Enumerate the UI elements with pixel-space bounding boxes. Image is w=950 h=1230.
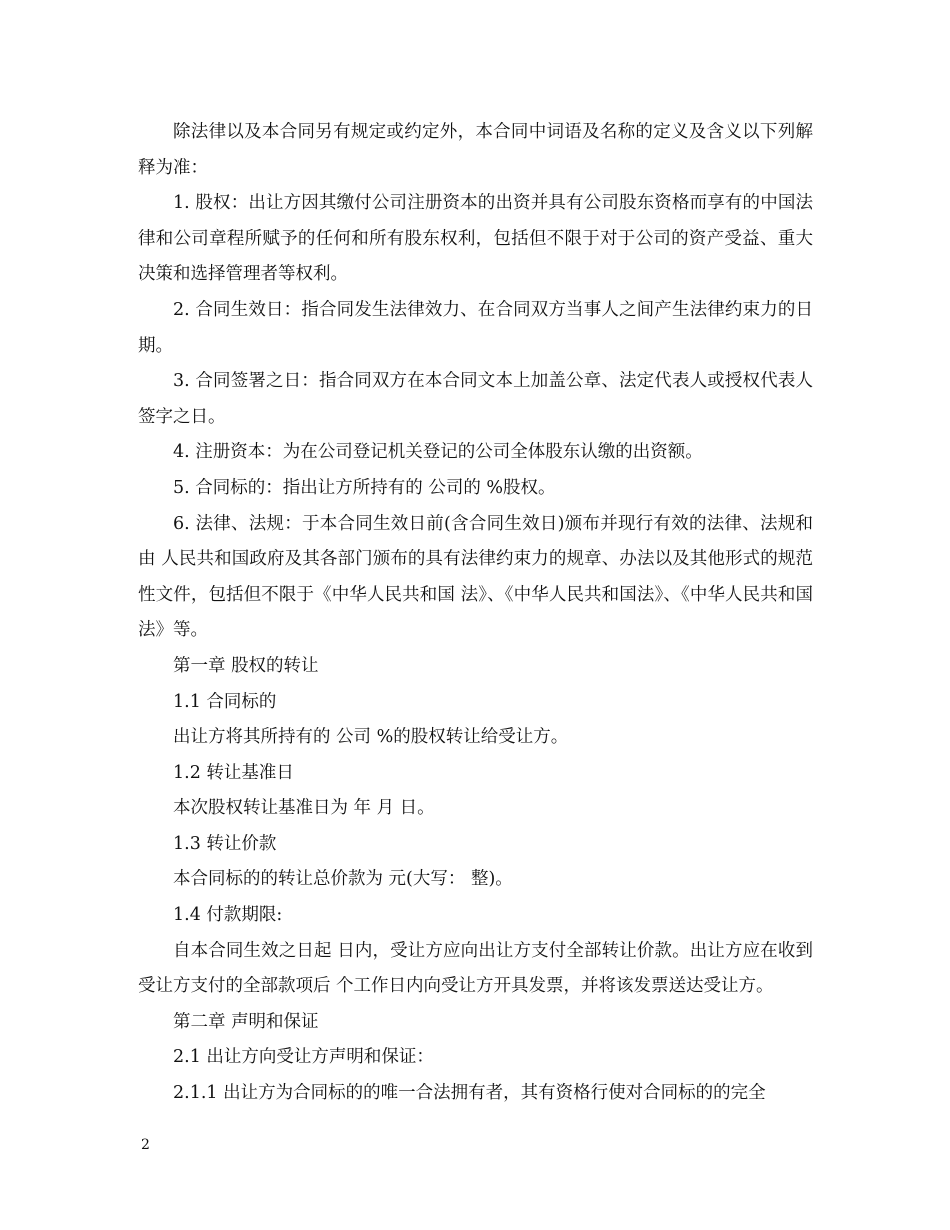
section-1-3-heading: 1.3 转让价款 [173,833,277,854]
document-body [138,115,813,1112]
definition-registered-capital: 4. 注册资本：为在公司登记机关登记的公司全体股东认缴的出资额。 [173,442,703,463]
section-1-3-text: 本合同标的的转让总价款为 元(大写： 整)。 [173,869,513,890]
definition-effective-date: 2. 合同生效日：指合同发生法律效力、在合同双方当事人之间产生法律约束力的日期。 [138,299,813,356]
section-2-1-1-text: 2.1.1 出让方为合同标的的唯一合法拥有者，其有资格行使对合同标的的完全 [173,1083,766,1104]
section-1-1-text: 出让方将其所持有的 公司 %的股权转让给受让方。 [173,727,569,748]
chapter-2-heading: 第二章 声明和保证 [173,1011,319,1032]
section-1-4-text: 自本合同生效之日起 日内，受让方应向出让方支付全部转让价款。出让方应在收到受让方支付的全部款项后 个工作日内向受让方开具发票，并将该发票送达受让方。 [138,940,813,997]
definition-signing-date: 3. 合同签署之日：指合同双方在本合同文本上加盖公章、法定代表人或授权代表人签字之日。 [138,371,813,427]
paragraph-intro: 除法律以及本合同另有规定或约定外，本合同中词语及名称的定义及含义以下列解释为准： [138,122,813,178]
definition-laws: 6. 法律、法规：于本合同生效日前(含合同生效日)颁布并现行有效的法律、法规和由 人民共和国政府及其各部门颁布的具有法律约束力的规章、办法以及其他形式的规范性文件，包括但不限于《中华人民共和国 法》、《中华人民共和国法》、《中华人民共和国 法》等。 [138,513,813,641]
definition-contract-subject: 5. 合同标的：指出让方所持有的 公司的 %股权。 [173,477,556,498]
section-1-2-heading: 1.2 转让基准日 [173,762,294,783]
section-1-2-text: 本次股权转让基准日为 年 月 日。 [173,798,435,819]
section-2-1-heading: 2.1 出让方向受让方声明和保证： [173,1047,434,1068]
definition-equity: 1. 股权：出让方因其缴付公司注册资本的出资并具有公司股东资格而享有的中国法律和公司章程所赋予的任何和所有股东权利，包括但不限于对于公司的资产受益、重大决策和选择管理者等权利。 [138,193,813,285]
page-number: 2 [141,1137,150,1153]
chapter-1-heading: 第一章 股权的转让 [173,655,319,676]
section-1-1-heading: 1.1 合同标的 [173,691,277,712]
section-1-4-heading: 1.4 付款期限: [173,905,283,926]
